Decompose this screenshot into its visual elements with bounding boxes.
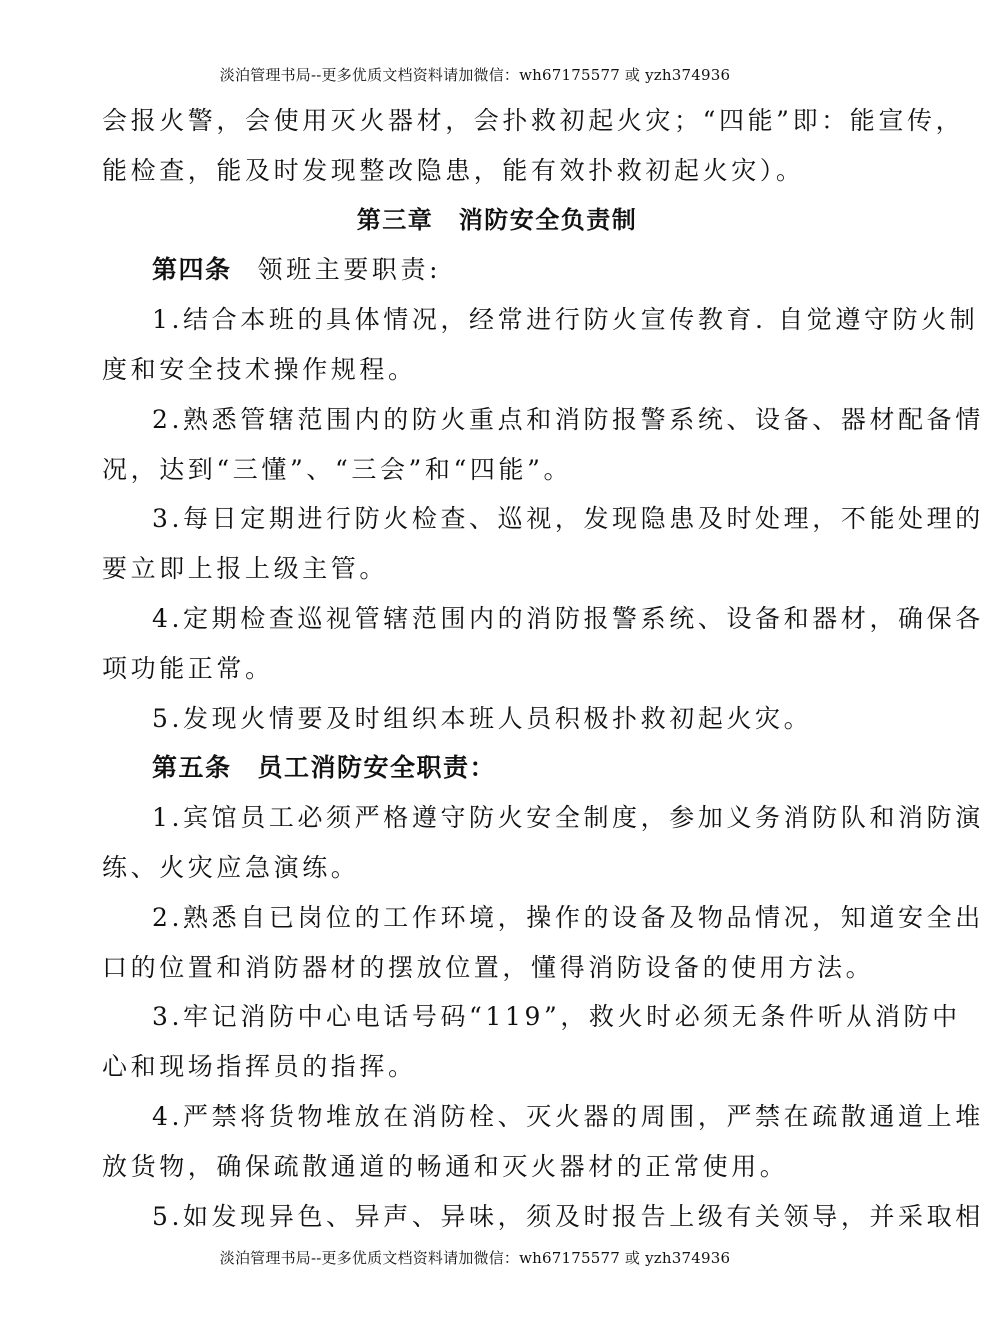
text-line: 1.宾馆员工必须严格遵守防火安全制度，参加义务消防队和消防演 [152,803,984,833]
text-line: 能检查，能及时发现整改隐患，能有效扑救初起火灾）。 [102,155,805,185]
chapter-title: 第三章 消防安全负责制 [356,205,638,234]
page-footer: 淡泊管理书局--更多优质文档资料请加微信：wh67175577 或 yzh374936 [219,1249,731,1267]
document-body [102,96,984,1241]
text-line: 3.牢记消防中心电话号码“119”，救火时必须无条件听从消防中 [152,1002,961,1032]
text-line: 3.每日定期进行防火检查、巡视，发现隐患及时处理，不能处理的 [152,504,984,534]
text-line: 1.结合本班的具体情况，经常进行防火宣传教育. 自觉遵守防火制 [152,305,979,335]
text-line: 2.熟悉自已岗位的工作环境，操作的设备及物品情况，知道安全出 [152,902,984,932]
text-line: 放货物，确保疏散通道的畅通和灭火器材的正常使用。 [102,1151,789,1181]
text-line: 要立即上报上级主管。 [102,554,389,584]
text-line: 度和安全技术操作规程。 [102,354,417,384]
text-line: 2.熟悉管辖范围内的防火重点和消防报警系统、设备、器材配备情 [152,404,984,434]
text-line: 心和现场指挥员的指挥。 [102,1052,417,1082]
text-line: 口的位置和消防器材的摆放位置，懂得消防设备的使用方法。 [102,952,875,982]
text-line: 5.如发现异色、异声、异味，须及时报告上级有关领导，并采取相 [152,1201,984,1231]
text-line: 况，达到“三懂”、“三会”和“四能”。 [102,454,573,484]
text-line: 项功能正常。 [102,653,274,683]
article-heading [102,743,892,793]
text-line: 会报火警，会使用灭火器材，会扑救初起火灾；“四能”即：能宣传， [102,106,965,135]
text-line: 5.发现火情要及时组织本班人员积极扑救初起火灾。 [152,703,813,733]
article-heading [102,245,892,295]
article-subject: 领班主要职责: [257,255,442,285]
page-header: 淡泊管理书局--更多优质文档资料请加微信：wh67175577 或 yzh374936 [219,66,731,84]
article-number: 第五条 [152,753,232,783]
article-number: 第四条 [152,255,232,285]
text-line: 4.严禁将货物堆放在消防栓、灭火器的周围，严禁在疏散通道上堆 [152,1101,984,1131]
text-line: 4.定期检查巡视管辖范围内的消防报警系统、设备和器材，确保各 [152,603,984,633]
text-line: 练、火灾应急演练。 [102,852,360,882]
article-subject: 员工消防安全职责： [257,753,497,783]
